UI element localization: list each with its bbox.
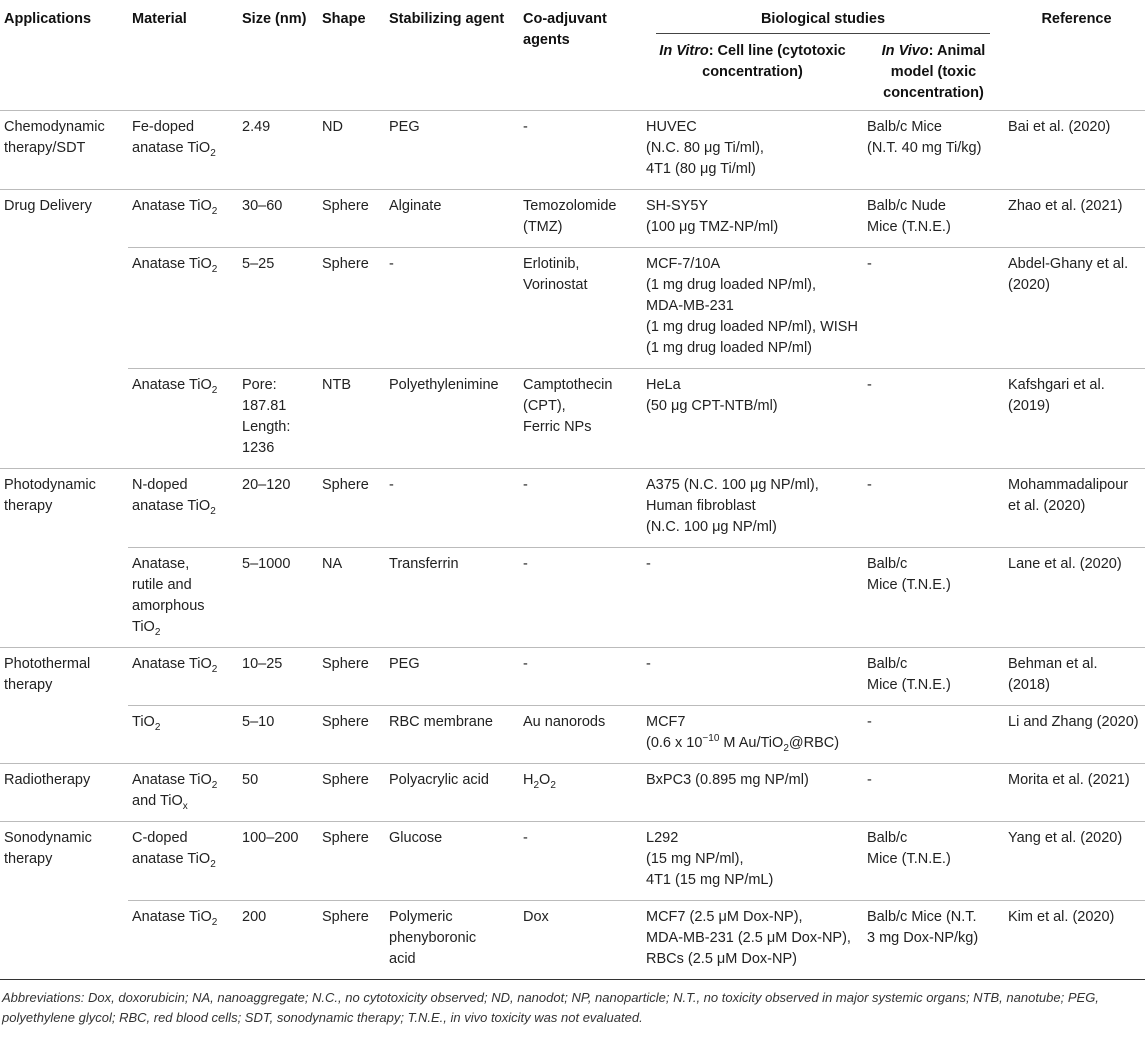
header-stabilizing-agent: Stabilizing agent (389, 11, 505, 27)
cell-size: 200 (238, 901, 318, 980)
cell-stabilizing-agent: Polymeric phenyboronic acid (385, 901, 519, 980)
cell-in-vitro: SH-SY5Y (100 μg TMZ-NP/ml) (646, 198, 779, 235)
table-row (0, 548, 1145, 648)
cell-size: 30–60 (242, 198, 283, 214)
cell-in-vivo: Balb/c Mice (N.T. 3 mg Dox-NP/kg) (863, 901, 1004, 980)
cell-application: Chemodynamic therapy/SDT (4, 119, 105, 156)
cell-stabilizing-agent: Polyacrylic acid (389, 772, 489, 788)
cell-application: Drug Delivery (4, 198, 92, 214)
cell-reference: Lane et al. (2020) (1004, 548, 1145, 648)
table-row (0, 706, 1145, 764)
cell-in-vivo: Balb/c Mice (T.N.E.) (867, 830, 951, 867)
cell-stabilizing-agent: - (385, 248, 519, 369)
cell-reference: Behman et al. (2018) (1008, 656, 1098, 693)
table-row (0, 822, 1145, 901)
cell-material: Fe-doped anatase TiO$_2$ (132, 119, 216, 159)
cell-application: Radiotherapy (4, 772, 91, 788)
cell-in-vitro: A375 (N.C. 100 μg NP/ml), Human fibroblast (N.C. 100 μg NP/ml) (646, 477, 819, 535)
cell-size: 50 (242, 772, 259, 788)
cell-coadjuvant-agents: - (523, 119, 528, 135)
cell-stabilizing-agent: PEG (389, 656, 420, 672)
cell-in-vitro: MCF7 (0.6 x $10^{-10}$ M Au/TiO$_2$@RBC) (642, 706, 863, 764)
cell-reference: Li and Zhang (2020) (1004, 706, 1145, 764)
cell-coadjuvant-agents: - (519, 548, 642, 648)
cell-size: Pore: 187.81 Length: 1236 (238, 369, 318, 469)
cell-material: Anatase TiO$_2$ (132, 656, 218, 675)
cell-coadjuvant-agents: - (523, 830, 528, 846)
cell-shape: Sphere (322, 772, 369, 788)
cell-in-vivo: - (867, 477, 872, 493)
cell-size: 5–10 (238, 706, 318, 764)
cell-coadjuvant-agents: Au nanorods (519, 706, 642, 764)
cell-reference: Morita et al. (2021) (1008, 772, 1130, 788)
cell-size: 2.49 (242, 119, 271, 135)
cell-stabilizing-agent: Polyethylenimine (385, 369, 519, 469)
cell-in-vivo: - (867, 772, 872, 788)
cell-in-vivo: - (863, 369, 1004, 469)
header-reference: Reference (1041, 11, 1112, 27)
cell-shape: Sphere (322, 477, 369, 493)
cell-in-vivo: Balb/c Mice (N.T. 40 mg Ti/kg) (867, 119, 982, 156)
cell-shape: Sphere (322, 198, 369, 214)
cell-stabilizing-agent: Transferrin (385, 548, 519, 648)
cell-stabilizing-agent: Alginate (389, 198, 442, 214)
cell-in-vitro: BxPC3 (0.895 mg NP/ml) (646, 772, 809, 788)
cell-material: Anatase TiO$_2$ (128, 248, 238, 369)
cell-in-vivo: - (863, 706, 1004, 764)
cell-coadjuvant-agents: Erlotinib, Vorinostat (519, 248, 642, 369)
table-row (0, 648, 1145, 706)
table-body (0, 111, 1145, 980)
cell-size: 100–200 (242, 830, 299, 846)
cell-shape: Sphere (322, 656, 369, 672)
cell-application: Sonodynamic therapy (4, 830, 92, 867)
cell-shape: ND (322, 119, 343, 135)
cell-size: 5–25 (238, 248, 318, 369)
cell-shape: Sphere (318, 901, 385, 980)
table-header (0, 0, 1145, 111)
cell-shape: Sphere (318, 706, 385, 764)
cell-coadjuvant-agents: $H_2O_2$ (523, 772, 556, 791)
cell-in-vivo: Balb/c Mice (T.N.E.) (863, 548, 1004, 648)
cell-coadjuvant-agents: Dox (519, 901, 642, 980)
cell-material: N-doped anatase TiO$_2$ (132, 477, 216, 517)
cell-in-vivo: - (863, 248, 1004, 369)
header-biological-studies: Biological studies (642, 0, 1004, 37)
cell-in-vitro: MCF-7/10A (1 mg drug loaded NP/ml), MDA-MB-231 (1 mg drug loaded NP/ml), WISH (1 mg drug loaded NP/ml) (642, 248, 863, 369)
abbreviations-footnote: Abbreviations: Dox, doxorubicin; NA, nanoaggregate; N.C., no cytotoxicity observed; ND, nanodot; NP, nanoparticle; N.T., no toxicity observed in major systemic organs; NTB, nanotube; PEG, polyethylene glycol; RBC, red blood cells; SDT, sonodynamic therapy; T.N.E., in vivo toxicity was not evaluated. (2, 990, 1099, 1025)
table-row (0, 190, 1145, 248)
header-size: Size (nm) (242, 11, 307, 27)
header-coadjuvant-agents: Co-adjuvant agents (523, 11, 607, 48)
cell-in-vitro: MCF7 (2.5 μM Dox-NP), MDA-MB-231 (2.5 μM Dox-NP), RBCs (2.5 μM Dox-NP) (642, 901, 863, 980)
cell-stabilizing-agent: RBC membrane (385, 706, 519, 764)
cell-in-vitro: L292 (15 mg NP/ml), 4T1 (15 mg NP/mL) (646, 830, 774, 888)
cell-coadjuvant-agents: - (523, 656, 528, 672)
cell-coadjuvant-agents: Camptothecin (CPT), Ferric NPs (519, 369, 642, 469)
cell-material: Anatase TiO$_2$ (132, 198, 218, 217)
cell-shape: NA (318, 548, 385, 648)
table-row (0, 248, 1145, 369)
cell-reference: Kim et al. (2020) (1004, 901, 1145, 980)
cell-shape: Sphere (318, 248, 385, 369)
cell-size: 5–1000 (238, 548, 318, 648)
cell-application: Photothermal therapy (4, 656, 91, 693)
cell-reference: Bai et al. (2020) (1008, 119, 1111, 135)
cell-reference: Zhao et al. (2021) (1008, 198, 1123, 214)
cell-coadjuvant-agents: - (523, 477, 528, 493)
cell-coadjuvant-agents: Temozolomide (TMZ) (523, 198, 617, 235)
cell-in-vitro: - (642, 548, 863, 648)
table-row (0, 469, 1145, 548)
header-applications: Applications (4, 11, 92, 27)
cell-stabilizing-agent: PEG (389, 119, 420, 135)
cell-material: Anatase TiO$_2$ (128, 369, 238, 469)
cell-material: Anatase, rutile and amorphous TiO$_2$ (128, 548, 238, 648)
cell-stabilizing-agent: Glucose (389, 830, 443, 846)
cell-reference: Abdel-Ghany et al. (2020) (1004, 248, 1145, 369)
cell-size: 10–25 (242, 656, 283, 672)
cell-material: TiO$_2$ (128, 706, 238, 764)
cell-reference: Mohammadalipour et al. (2020) (1008, 477, 1129, 514)
cell-in-vivo: Balb/c Nude Mice (T.N.E.) (867, 198, 951, 235)
table-row (0, 369, 1145, 469)
table-row (0, 764, 1145, 822)
cell-in-vitro: HUVEC (N.C. 80 μg Ti/ml), 4T1 (80 μg Ti/ml) (646, 119, 764, 177)
cell-in-vitro: - (646, 656, 651, 672)
header-material: Material (132, 11, 187, 27)
cell-stabilizing-agent: - (389, 477, 394, 493)
cell-in-vitro: HeLa (50 μg CPT-NTB/ml) (642, 369, 863, 469)
cell-shape: Sphere (322, 830, 369, 846)
cell-material: C-doped anatase TiO$_2$ (132, 830, 216, 870)
cell-size: 20–120 (242, 477, 291, 493)
cell-in-vivo: Balb/c Mice (T.N.E.) (867, 656, 951, 693)
header-in-vitro: In Vitro: Cell line (cytotoxic concentration) (659, 43, 846, 80)
cell-material: Anatase TiO$_2$ and TiO$_x$ (132, 772, 218, 812)
table-row (0, 901, 1145, 980)
cell-material: Anatase TiO$_2$ (128, 901, 238, 980)
cell-application: Photodynamic therapy (4, 477, 96, 514)
header-shape: Shape (322, 11, 366, 27)
cell-shape: NTB (318, 369, 385, 469)
cell-reference: Yang et al. (2020) (1008, 830, 1123, 846)
header-in-vivo: In Vivo: Animal model (toxic concentration) (881, 43, 986, 101)
cell-reference: Kafshgari et al. (2019) (1004, 369, 1145, 469)
table-row (0, 111, 1145, 190)
